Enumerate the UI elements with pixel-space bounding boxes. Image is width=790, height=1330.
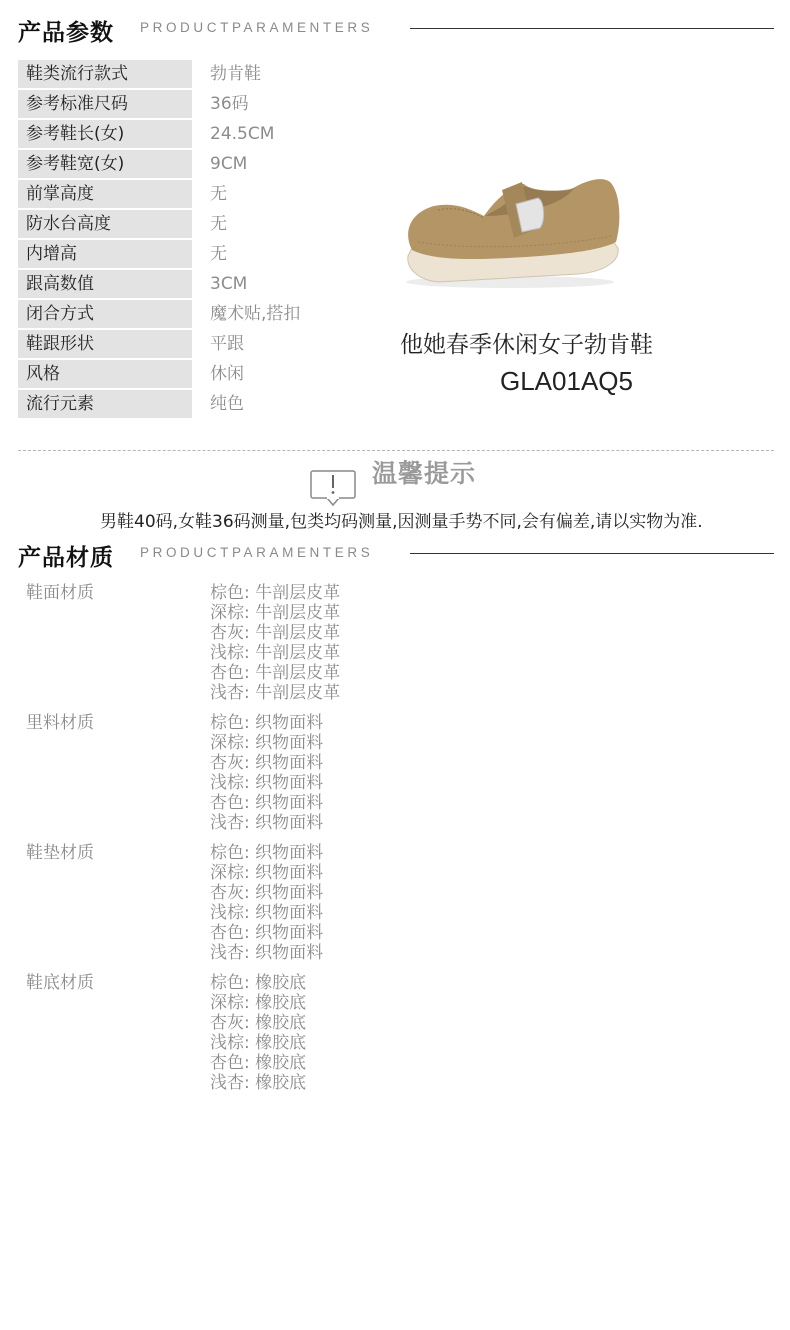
material-value: 浅杏: 织物面料 (210, 943, 324, 963)
param-label: 鞋类流行款式 (18, 60, 192, 88)
param-label: 参考标准尺码 (18, 90, 192, 118)
param-row (18, 60, 318, 88)
param-value: 无 (210, 244, 227, 264)
material-value: 杏灰: 织物面料 (210, 753, 324, 773)
material-value: 深棕: 织物面料 (210, 863, 324, 883)
notice-text: 男鞋40码,女鞋36码测量,包类均码测量,因测量手势不同,会有偏差,请以实物为准. (100, 512, 703, 532)
param-value: 休闲 (210, 364, 244, 384)
material-label: 鞋底材质 (26, 973, 94, 993)
exclamation-speech-bubble-icon (310, 470, 356, 506)
material-value: 棕色: 橡胶底 (210, 973, 307, 993)
param-label: 风格 (18, 360, 192, 388)
material-label: 里料材质 (26, 713, 94, 733)
material-value: 杏色: 牛剖层皮革 (210, 663, 341, 683)
param-value: 24.5CM (210, 124, 275, 144)
param-label: 内增高 (18, 240, 192, 268)
material-value: 杏灰: 牛剖层皮革 (210, 623, 341, 643)
dashed-divider (18, 450, 774, 451)
material-section-title: 产品材质 (18, 545, 114, 571)
material-section-rule (410, 553, 774, 554)
param-label: 参考鞋宽(女) (18, 150, 192, 178)
material-label: 鞋面材质 (26, 583, 94, 603)
param-row (18, 120, 318, 148)
param-row (18, 210, 318, 238)
param-value: 3CM (210, 274, 248, 294)
param-value: 9CM (210, 154, 248, 174)
product-name: 他她春季休闲女子勃肯鞋 (400, 332, 653, 358)
param-row (18, 390, 318, 418)
param-label: 参考鞋长(女) (18, 120, 192, 148)
param-label: 闭合方式 (18, 300, 192, 328)
param-value: 勃肯鞋 (210, 64, 261, 84)
param-label: 流行元素 (18, 390, 192, 418)
param-value: 魔术贴,搭扣 (210, 304, 301, 324)
material-values (210, 843, 323, 963)
material-value: 浅杏: 牛剖层皮革 (210, 683, 341, 703)
product-code: GLA01AQ5 (500, 366, 633, 396)
product-image (398, 170, 624, 300)
material-section-header (0, 535, 790, 575)
params-section-header (0, 10, 790, 50)
param-row (18, 90, 318, 118)
param-row (18, 330, 318, 358)
param-label: 防水台高度 (18, 210, 192, 238)
material-values (210, 583, 340, 703)
param-row (18, 180, 318, 208)
material-value: 杏色: 织物面料 (210, 793, 324, 813)
material-value: 浅棕: 橡胶底 (210, 1033, 307, 1053)
param-row (18, 300, 318, 328)
param-label: 鞋跟形状 (18, 330, 192, 358)
material-value: 杏色: 织物面料 (210, 923, 324, 943)
param-row (18, 270, 318, 298)
material-values (210, 973, 306, 1093)
material-values (210, 713, 323, 833)
params-section-subtitle: PRODUCTPARAMENTERS (140, 20, 374, 35)
param-row (18, 150, 318, 178)
material-value: 棕色: 织物面料 (210, 843, 324, 863)
material-value: 浅棕: 织物面料 (210, 773, 324, 793)
material-value: 棕色: 牛剖层皮革 (210, 583, 341, 603)
material-value: 杏灰: 织物面料 (210, 883, 324, 903)
notice-title: 温馨提示 (372, 459, 477, 488)
param-row (18, 240, 318, 268)
material-value: 浅棕: 牛剖层皮革 (210, 643, 341, 663)
params-section-title: 产品参数 (18, 20, 114, 46)
param-row (18, 360, 318, 388)
param-value: 无 (210, 214, 227, 234)
param-label: 跟高数值 (18, 270, 192, 298)
param-value: 纯色 (210, 394, 244, 414)
param-value: 36码 (210, 94, 249, 114)
material-value: 深棕: 橡胶底 (210, 993, 307, 1013)
material-value: 浅杏: 橡胶底 (210, 1073, 307, 1093)
param-value: 平跟 (210, 334, 244, 354)
material-value: 深棕: 牛剖层皮革 (210, 603, 341, 623)
param-value: 无 (210, 184, 227, 204)
material-value: 浅杏: 织物面料 (210, 813, 324, 833)
param-label: 前掌高度 (18, 180, 192, 208)
material-section-subtitle: PRODUCTPARAMENTERS (140, 545, 374, 560)
material-label: 鞋垫材质 (26, 843, 94, 863)
material-value: 杏色: 橡胶底 (210, 1053, 307, 1073)
material-value: 浅棕: 织物面料 (210, 903, 324, 923)
material-value: 杏灰: 橡胶底 (210, 1013, 307, 1033)
material-value: 深棕: 织物面料 (210, 733, 324, 753)
params-section-rule (410, 28, 774, 29)
material-value: 棕色: 织物面料 (210, 713, 324, 733)
